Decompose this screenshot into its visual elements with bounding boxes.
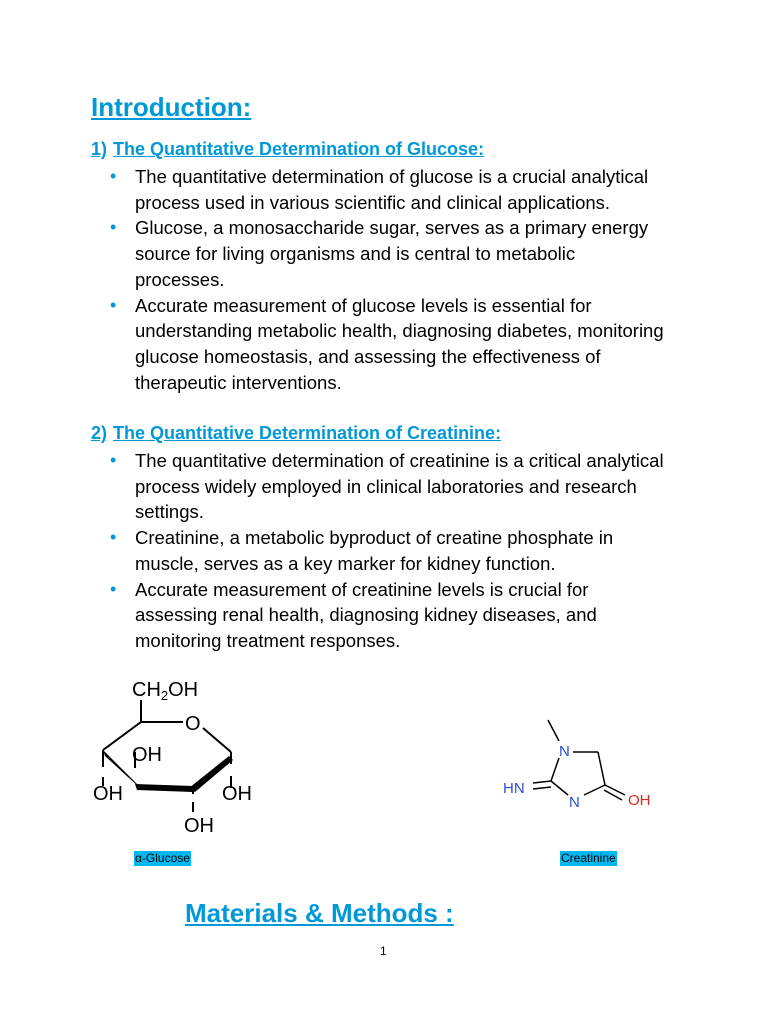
bullet-text: Creatinine, a metabolic byproduct of creatine phosphate in muscle, serves as a key marker for kidney function. bbox=[135, 527, 614, 574]
oh-label: OH bbox=[132, 744, 162, 766]
list-item bbox=[108, 164, 668, 215]
creatinine-structure-diagram bbox=[495, 710, 675, 820]
ring-oxygen-label: O bbox=[185, 713, 201, 735]
oh-label: OH bbox=[93, 783, 123, 805]
section-title: The Quantitative Determination of Creatinine: bbox=[113, 423, 502, 443]
ch2oh-label: $CH_2OH$ bbox=[132, 679, 199, 703]
list-item bbox=[108, 293, 668, 396]
creatinine-bullet-list bbox=[108, 448, 668, 654]
page-number: 1 bbox=[380, 944, 387, 958]
bullet-text: The quantitative determination of creatinine is a critical analytical process widely employed in clinical laboratories and research settings. bbox=[135, 450, 664, 523]
oh-label: OH bbox=[184, 815, 214, 837]
bullet-icon: • bbox=[110, 527, 117, 548]
materials-methods-heading: Materials & Methods : bbox=[185, 898, 454, 928]
bullet-icon: • bbox=[110, 166, 117, 186]
glucose-caption: α-Glucose bbox=[135, 851, 190, 865]
list-item bbox=[108, 525, 668, 576]
glucose-structure-diagram bbox=[85, 672, 285, 842]
nitrogen-label: N bbox=[569, 794, 580, 811]
section-number: 2) bbox=[91, 423, 108, 443]
list-item bbox=[108, 215, 668, 292]
bullet-icon: • bbox=[110, 294, 117, 315]
creatinine-caption: Creatinine bbox=[561, 851, 616, 865]
bullet-icon: • bbox=[110, 450, 117, 470]
list-item bbox=[108, 448, 668, 525]
bullet-text: Accurate measurement of creatinine levels is crucial for assessing renal health, diagnosing kidney diseases, and monitoring treatment responses. bbox=[135, 578, 597, 651]
list-item bbox=[108, 577, 668, 654]
introduction-heading: Introduction: bbox=[91, 92, 252, 122]
nitrogen-label: N bbox=[559, 743, 570, 760]
bullet-text: Glucose, a monosaccharide sugar, serves as a primary energy source for living organisms and is central to metabolic processes. bbox=[135, 217, 649, 290]
bullet-icon: • bbox=[110, 217, 117, 238]
hydroxyl-label: OH bbox=[628, 792, 651, 809]
imine-label: HN bbox=[503, 780, 525, 797]
bullet-text: Accurate measurement of glucose levels is essential for understanding metabolic health, diagnosing diabetes, monitoring glucose homeostasis, and assessing the effectiveness of therapeutic interventions. bbox=[135, 294, 664, 393]
section-creatinine-title bbox=[91, 423, 501, 444]
bullet-icon: • bbox=[110, 578, 117, 599]
bullet-text: The quantitative determination of glucose is a crucial analytical process used in various scientific and clinical applications. bbox=[135, 166, 649, 213]
glucose-bullet-list bbox=[108, 164, 668, 395]
section-glucose-title bbox=[91, 139, 484, 160]
section-title: The Quantitative Determination of Glucose: bbox=[113, 139, 485, 159]
section-number: 1) bbox=[91, 139, 108, 159]
oh-label: OH bbox=[222, 783, 252, 805]
